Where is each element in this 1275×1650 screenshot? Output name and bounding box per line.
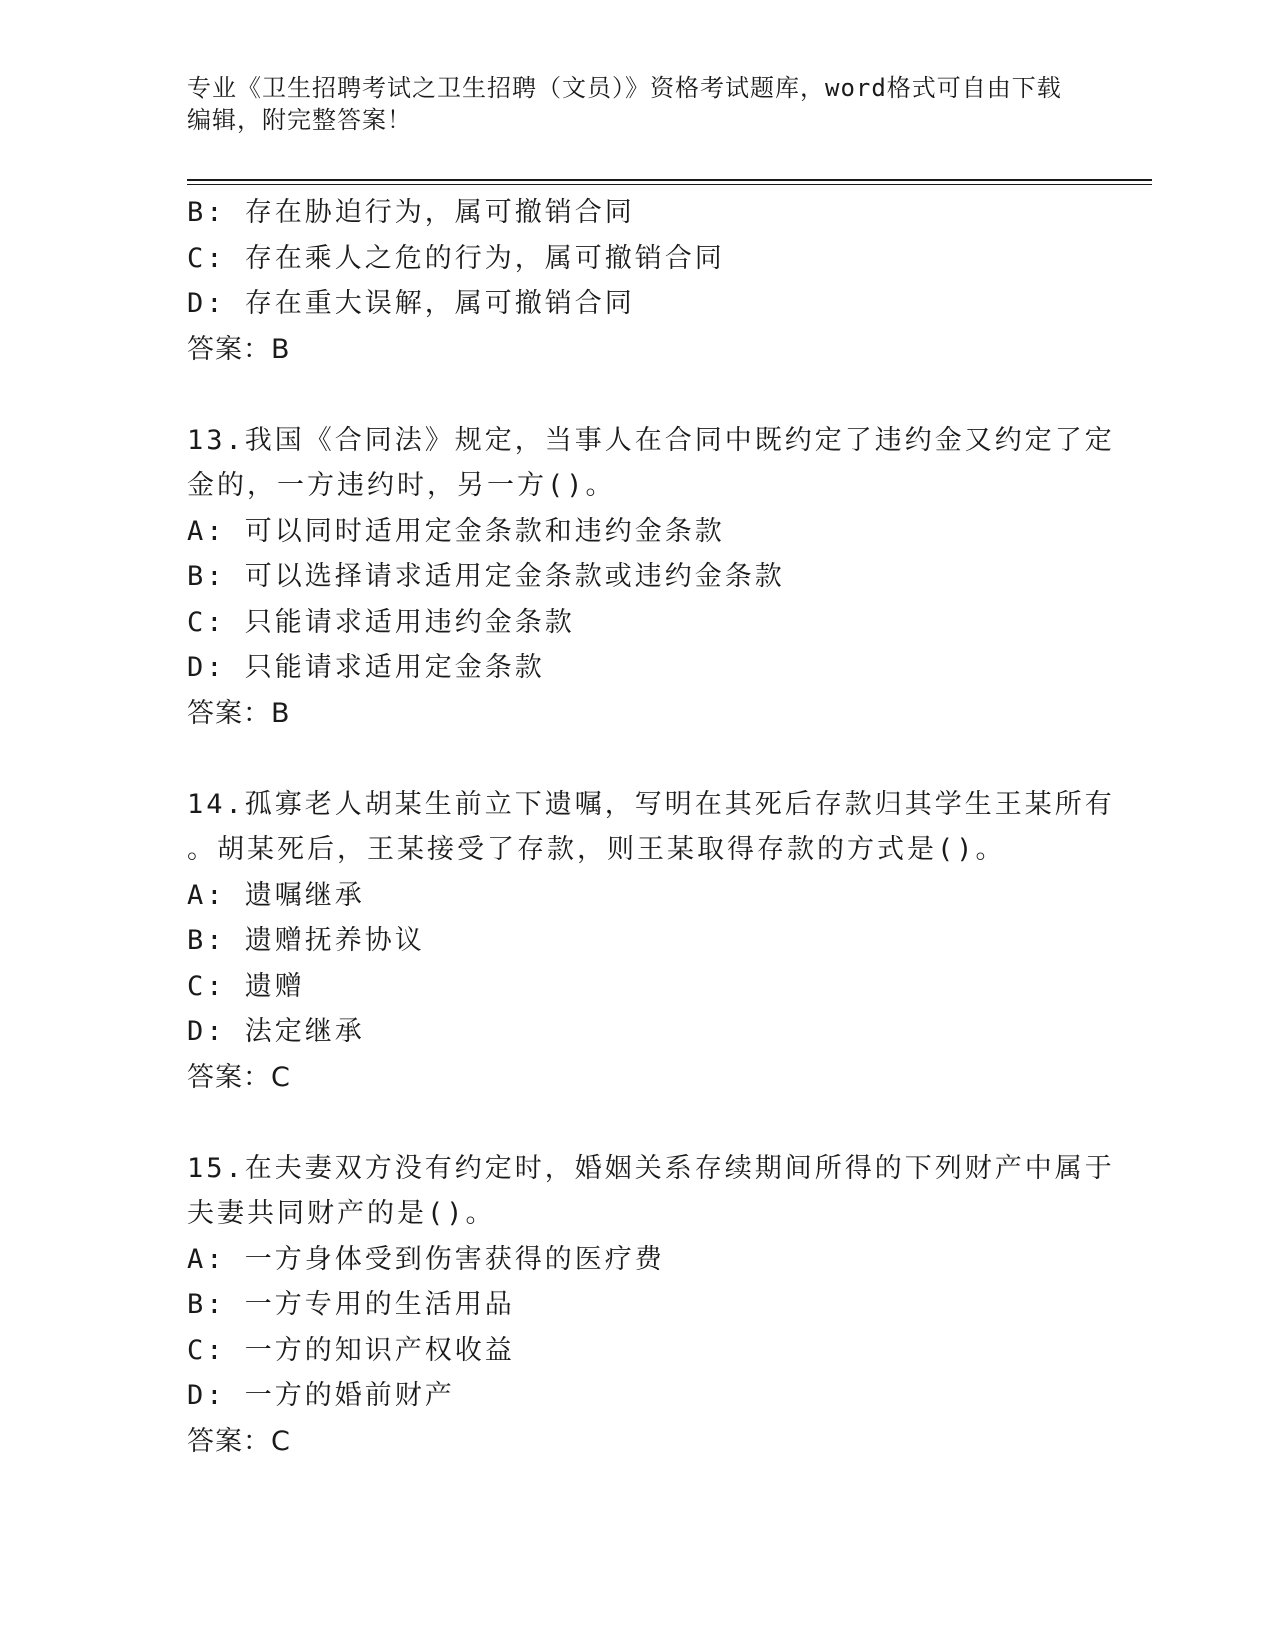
option-d: D: 一方的婚前财产 [187, 1380, 455, 1411]
option-b: B: 遗赠抚养协议 [187, 925, 425, 956]
question-14 [187, 782, 1152, 1101]
option-a: A: 可以同时适用定金条款和违约金条款 [187, 515, 725, 547]
document-header [187, 72, 1087, 136]
answer-line: 答案：B [187, 697, 291, 729]
answer-line: 答案：C [187, 1425, 291, 1457]
option-c: C: 存在乘人之危的行为，属可撤销合同 [187, 242, 725, 274]
question-stem-line: 金的，一方违约时，另一方()。 [187, 470, 616, 501]
question-stem-line: 13.我国《合同法》规定，当事人在合同中既约定了违约金又约定了定 [187, 424, 1115, 456]
option-a: A: 一方身体受到伤害获得的医疗费 [187, 1243, 665, 1275]
question-stem-line: 。胡某死后，王某接受了存款，则王某取得存款的方式是()。 [187, 834, 1006, 865]
option-c: C: 一方的知识产权收益 [187, 1334, 515, 1366]
prev-question-block [187, 190, 1152, 372]
header-line-2: 编辑，附完整答案！ [187, 106, 412, 134]
header-line-1: 专业《卫生招聘考试之卫生招聘（文员）》资格考试题库，word格式可自由下载 [187, 74, 1062, 102]
question-13 [187, 418, 1152, 737]
option-d: D: 存在重大误解，属可撤销合同 [187, 288, 635, 319]
option-d: D: 只能请求适用定金条款 [187, 652, 545, 683]
question-stem-line: 夫妻共同财产的是()。 [187, 1198, 496, 1229]
option-a: A: 遗嘱继承 [187, 879, 365, 911]
spacer [187, 372, 1152, 418]
question-15 [187, 1146, 1152, 1465]
question-content [187, 190, 1152, 1464]
question-stem-line: 14.孤寡老人胡某生前立下遗嘱，写明在其死后存款归其学生王某所有 [187, 788, 1115, 820]
answer-line: 答案：C [187, 1061, 291, 1093]
option-b: B: 一方专用的生活用品 [187, 1289, 515, 1320]
header-rule-thick [187, 179, 1152, 181]
answer-line: 答案：B [187, 333, 291, 365]
question-stem-line: 15.在夫妻双方没有约定时，婚姻关系存续期间所得的下列财产中属于 [187, 1152, 1115, 1184]
option-c: C: 遗赠 [187, 970, 305, 1002]
option-c: C: 只能请求适用违约金条款 [187, 606, 575, 638]
header-rule-thin [187, 184, 1152, 185]
option-b: B: 存在胁迫行为，属可撤销合同 [187, 197, 635, 228]
option-d: D: 法定继承 [187, 1016, 365, 1047]
spacer [187, 1100, 1152, 1146]
option-b: B: 可以选择请求适用定金条款或违约金条款 [187, 561, 785, 592]
spacer [187, 736, 1152, 782]
